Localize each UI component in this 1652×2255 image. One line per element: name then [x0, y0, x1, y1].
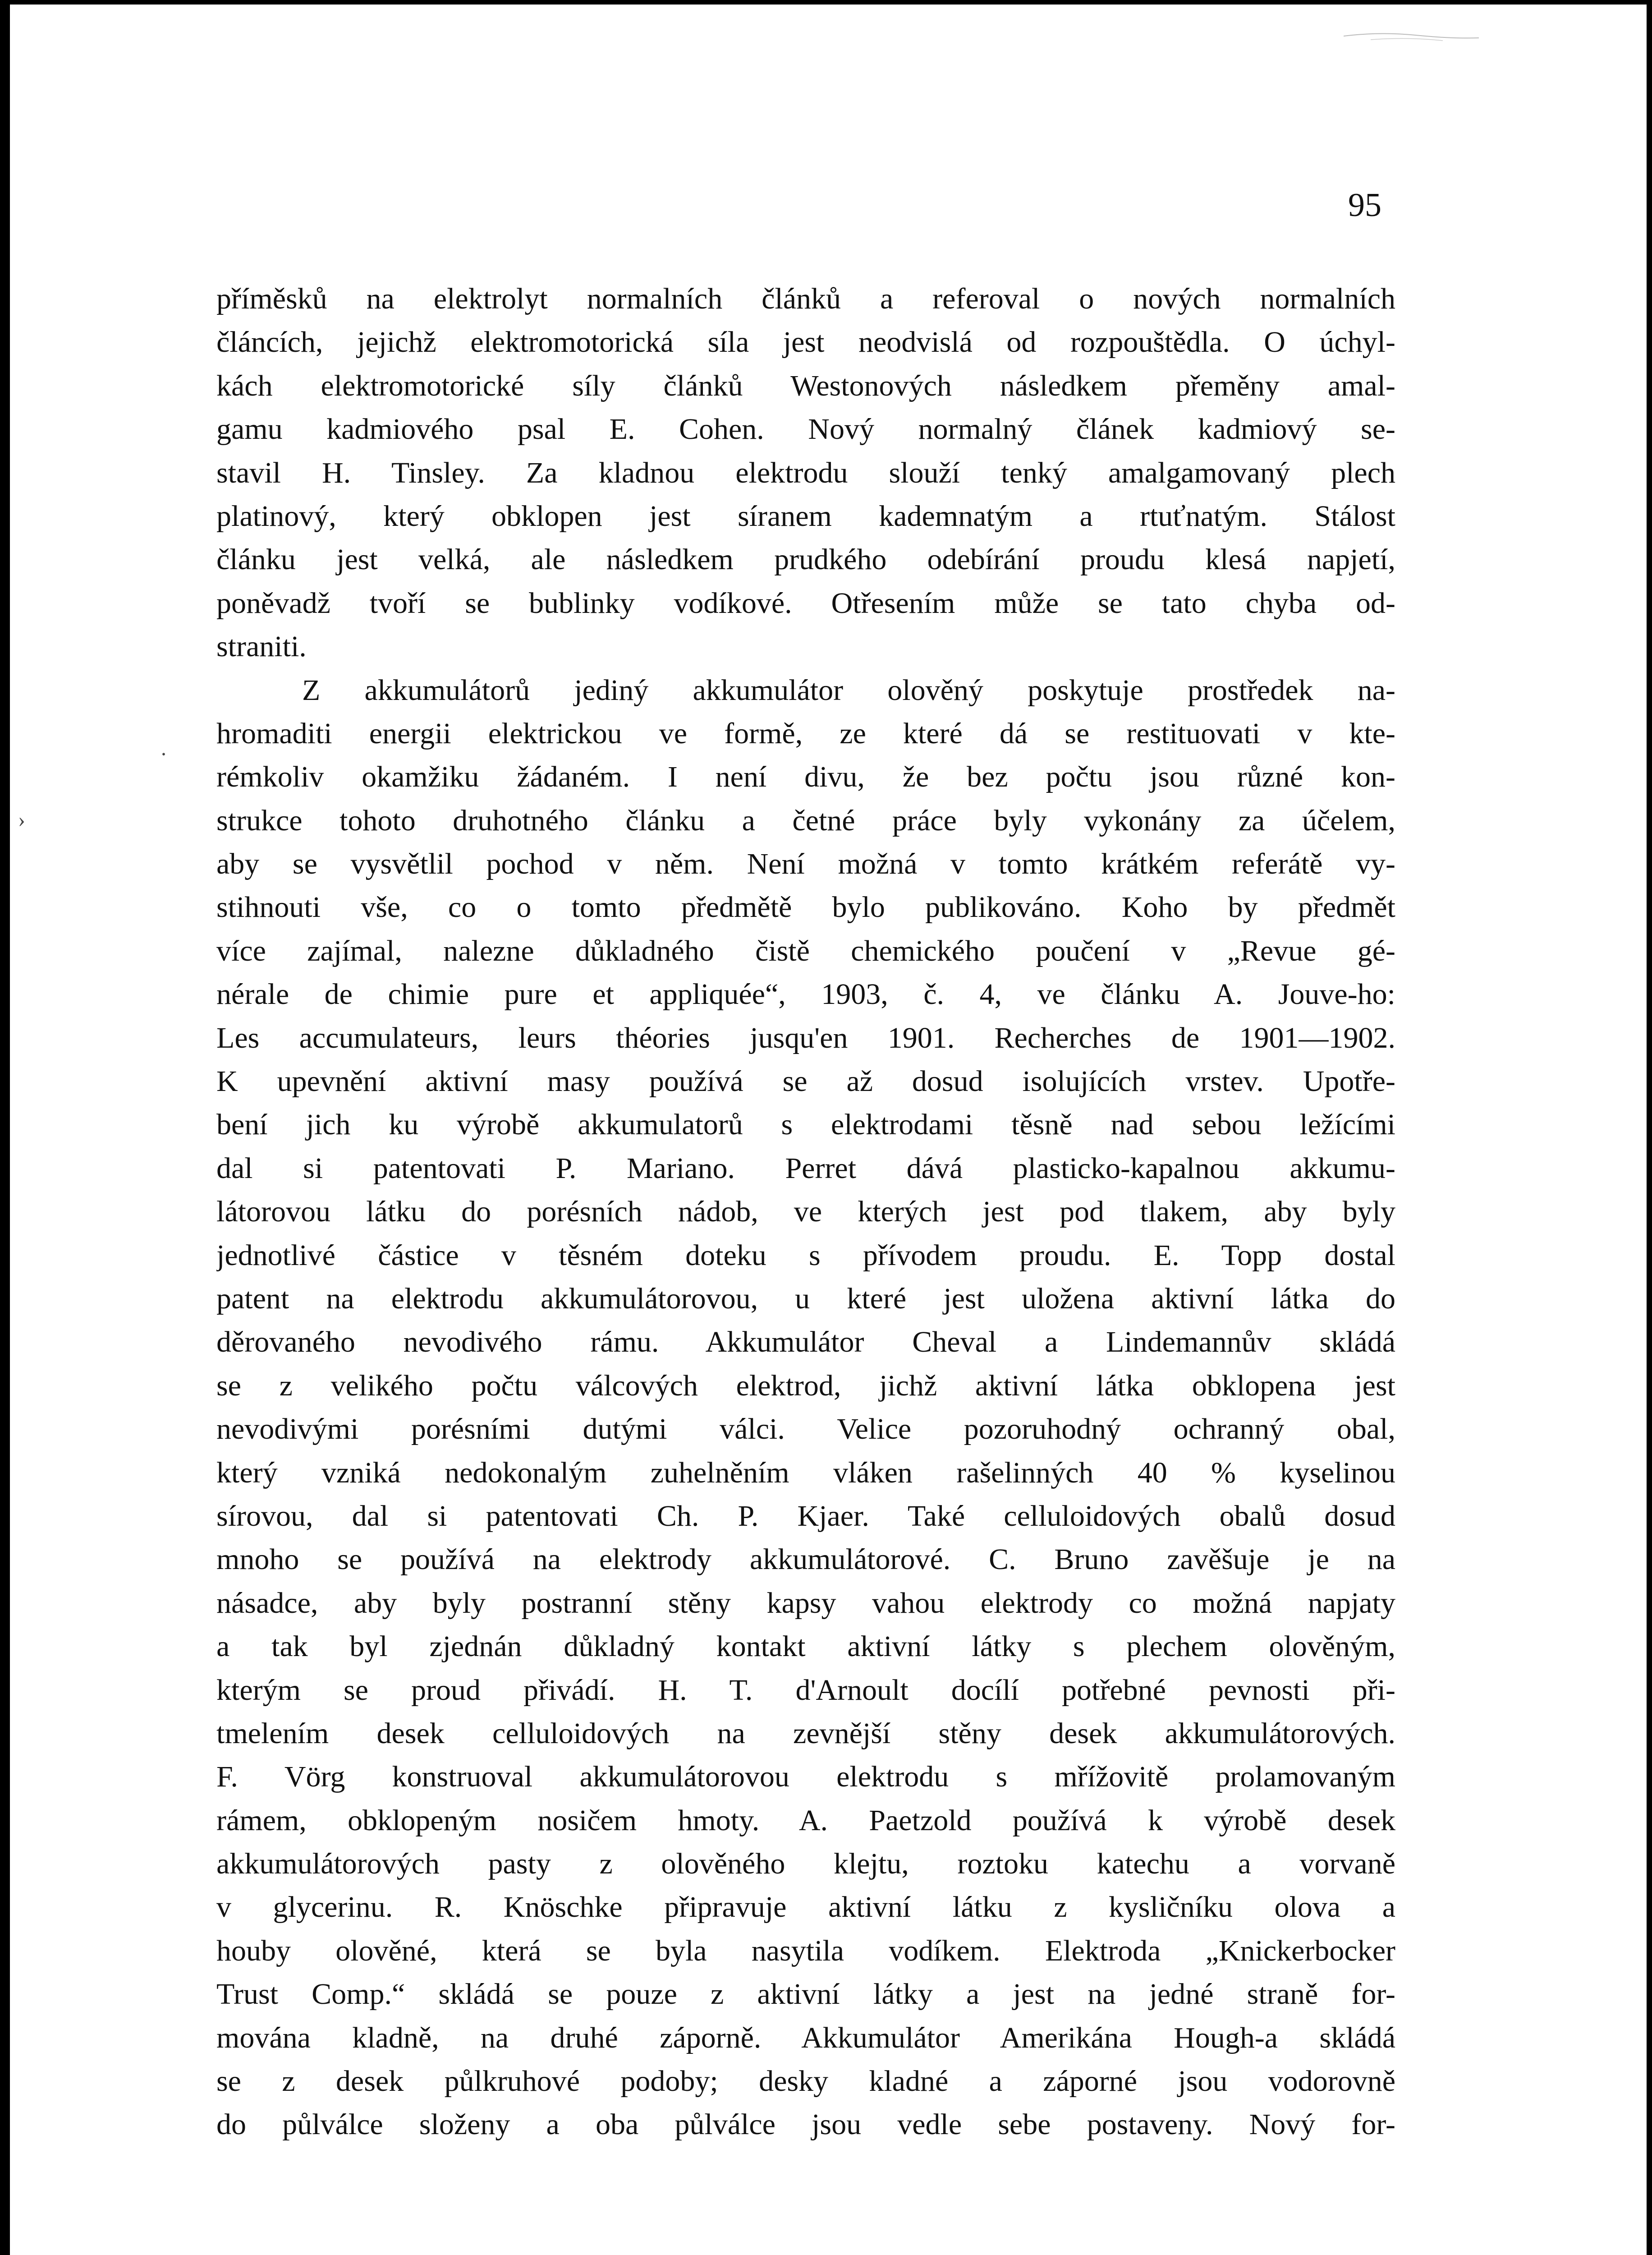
- text-line: Z akkumulátorů jediný akkumulátor olověný poskytuje prostředek na-: [302, 673, 1395, 707]
- text-line: látorovou látku do porésních nádob, ve kterých jest pod tlakem, aby byly: [216, 1195, 1395, 1229]
- text-line: násadce, aby byly postranní stěny kapsy vahou elektrody co možná napjaty: [216, 1586, 1395, 1620]
- text-line: Les accumulateurs, leurs théories jusqu'en 1901. Recherches de 1901—1902.: [216, 1021, 1395, 1054]
- text-line: patent na elektrodu akkumulátorovou, u které jest uložena aktivní látka do: [216, 1282, 1395, 1315]
- text-line: dal si patentovati P. Mariano. Perret dává plasticko-kapalnou akkumu-: [216, 1151, 1395, 1185]
- text-line: mnoho se používá na elektrody akkumulátorové. C. Bruno zavěšuje je na: [216, 1543, 1395, 1576]
- text-line: se z velikého počtu válcových elektrod, jichž aktivní látka obklopena jest: [216, 1369, 1395, 1402]
- text-line: rámem, obklopeným nosičem hmoty. A. Paetzold používá k výrobě desek: [216, 1804, 1395, 1837]
- text-line: aby se vysvětlil pochod v něm. Není možná v tomto krátkém referátě vy-: [216, 847, 1395, 881]
- text-line: nérale de chimie pure et appliquée“, 1903, č. 4, ve článku A. Jouve-ho:: [216, 978, 1395, 1011]
- text-line: v glycerinu. R. Knöschke připravuje aktivní látku z kysličníku olova a: [216, 1891, 1395, 1924]
- text-line: stavil H. Tinsley. Za kladnou elektrodu slouží tenký amalgamovaný plech: [216, 456, 1395, 489]
- margin-mark: ·: [160, 742, 167, 766]
- text-line: bení jich ku výrobě akkumulatorů s elektrodami těsně nad sebou ležícími: [216, 1108, 1395, 1141]
- text-line: straniti.: [216, 630, 307, 663]
- text-line: tmelením desek celluloidových na zevnější stěny desek akkumulátorových.: [216, 1717, 1395, 1750]
- text-line: příměsků na elektrolyt normalních článků a referoval o nových normalních: [216, 282, 1395, 315]
- text-line: do půlválce složeny a oba půlválce jsou vedle sebe postaveny. Nový for-: [216, 2108, 1395, 2141]
- text-line: stihnouti vše, co o tomto předmětě bylo publikováno. Koho by předmět: [216, 891, 1395, 924]
- scan-edge-left: [0, 0, 10, 2255]
- text-line: Trust Comp.“ skládá se pouze z aktivní látky a jest na jedné straně for-: [216, 1978, 1395, 2011]
- text-line: jednotlivé částice v těsném doteku s přívodem proudu. E. Topp dostal: [216, 1238, 1395, 1272]
- text-line: článcích, jejichž elektromotorická síla jest neodvislá od rozpouštědla. O úchyl-: [216, 326, 1395, 359]
- text-line: gamu kadmiového psal E. Cohen. Nový normalný článek kadmiový se-: [216, 413, 1395, 446]
- text-line: a tak byl zjednán důkladný kontakt aktivní látky s plechem olověným,: [216, 1630, 1395, 1663]
- text-line: který vzniká nedokonalým zuhelněním vláken rašelinných 40 % kyselinou: [216, 1456, 1395, 1489]
- text-line: houby olověné, která se byla nasytila vodíkem. Elektroda „Knickerbocker: [216, 1934, 1395, 1967]
- text-line: mována kladně, na druhé záporně. Akkumulátor Amerikána Hough-a skládá: [216, 2021, 1395, 2054]
- text-line: strukce tohoto druhotného článku a četné práce byly vykonány za účelem,: [216, 804, 1395, 837]
- text-line: F. Vörg konstruoval akkumulátorovou elektrodu s mřížovitě prolamovaným: [216, 1760, 1395, 1794]
- body-text: [216, 277, 1395, 2147]
- text-line: článku jest velká, ale následkem prudkého odebírání proudu klesá napjetí,: [216, 543, 1395, 576]
- text-line: více zajímal, nalezne důkladného čistě chemického poučení v „Revue gé-: [216, 934, 1395, 967]
- text-line: sírovou, dal si patentovati Ch. P. Kjaer. Také celluloidových obalů dosud: [216, 1499, 1395, 1532]
- text-line: se z desek půlkruhové podoby; desky kladné a záporné jsou vodorovně: [216, 2065, 1395, 2098]
- page-number: 95: [1348, 187, 1381, 224]
- text-line: děrovaného nevodivého rámu. Akkumulátor Cheval a Lindemannův skládá: [216, 1325, 1395, 1359]
- text-line: K upevnění aktivní masy používá se až dosud isolujících vrstev. Upotře-: [216, 1065, 1395, 1098]
- text-line: platinový, který obklopen jest síranem kademnatým a rtuťnatým. Stálost: [216, 499, 1395, 533]
- scan-smudge: [1344, 27, 1479, 45]
- text-line: nevodivými porésními dutými válci. Velice pozoruhodný ochranný obal,: [216, 1413, 1395, 1446]
- margin-mark: ›: [18, 808, 25, 832]
- text-line: kách elektromotorické síly článků Westonových následkem přeměny amal-: [216, 369, 1395, 402]
- scan-edge-right: [1647, 0, 1652, 2255]
- text-line: rémkoliv okamžiku žádaném. I není divu, že bez počtu jsou různé kon-: [216, 760, 1395, 794]
- scan-edge-top: [0, 0, 1652, 5]
- text-line: hromaditi energii elektrickou ve formě, ze které dá se restituovati v kte-: [216, 717, 1395, 750]
- text-line: kterým se proud přivádí. H. T. d'Arnoult docílí potřebné pevnosti při-: [216, 1673, 1395, 1707]
- text-line: akkumulátorových pasty z olověného klejtu, roztoku katechu a vorvaně: [216, 1847, 1395, 1881]
- text-line: poněvadž tvoří se bublinky vodíkové. Otřesením může se tato chyba od-: [216, 586, 1395, 620]
